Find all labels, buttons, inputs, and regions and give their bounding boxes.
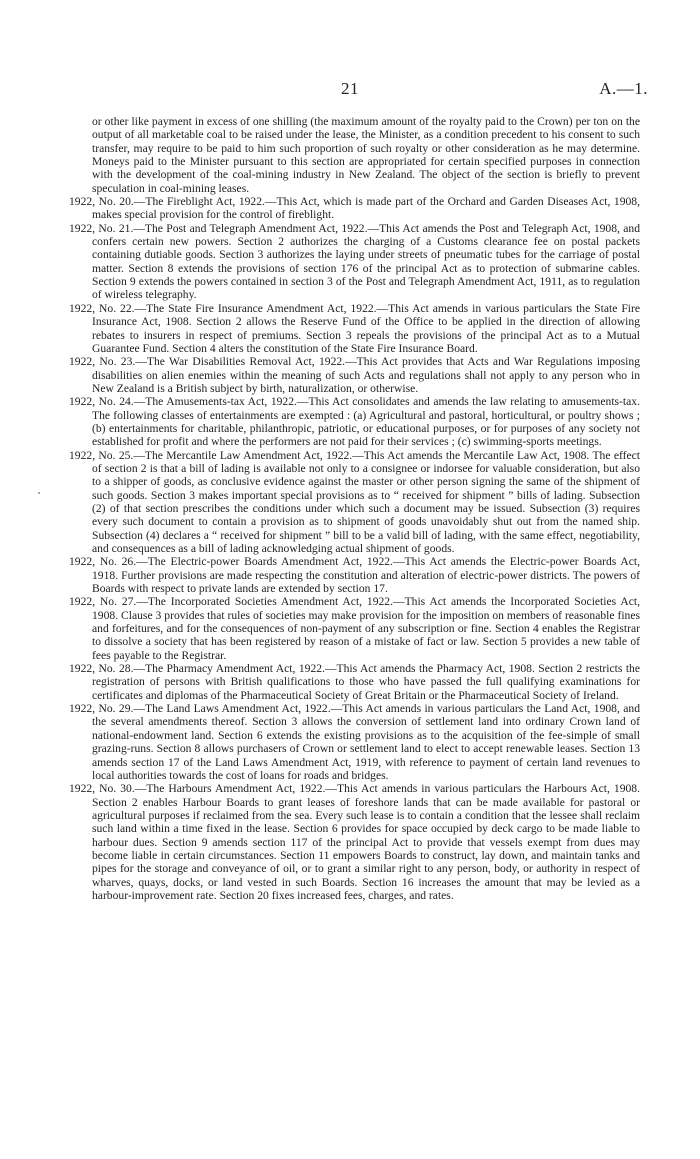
page-number: 21 — [341, 79, 359, 98]
paper-reference: A.—1. — [599, 79, 648, 98]
act-entry-no-24: 1922, No. 24.—The Amusements-tax Act, 1922.—This Act consolidates and amends the law relating to amusements-tax. The following classes of entertainments are exempted : (a) Agricultural and pastoral, horticultural, or poultry shows ; (b) entertainments for charitable, philanthropic, patriotic, or educational purposes, or for purposes of any society not established for profit and where the performers are not paid for their services ; (c) swimming-sports meetings. — [69, 395, 640, 449]
act-entry-no-30: 1922, No. 30.—The Harbours Amendment Act, 1922.—This Act amends in various particulars the Harbours Act, 1908. Section 2 enables Harbour Boards to grant leases of foreshore lands that can be made available for pastoral or agricultural purposes if reclaimed from the sea. Every such lease is to contain a condition that the lessee shall reclaim such land within a time fixed in the lease. Section 6 provides for space occupied by deck cargo to be made liable to harbour dues. Section 9 amends section 117 of the principal Act to provide that vessels exempt from dues may become liable in certain circumstances. Section 11 empowers Boards to construct, lay down, and maintain tanks and pipes for the storage and conveyance of oil, or to grant a similar right to any person, body, or authority in respect of wharves, quays, docks, or land vested in such Boards. Section 16 increases the amount that may be levied as a harbour-improvement rate. Section 20 fixes increased fees, charges, and rates. — [69, 782, 640, 902]
act-entry-no-26: 1922, No. 26.—The Electric-power Boards Amendment Act, 1922.—This Act amends the Electric-power Boards Act, 1918. Further provisions are made respecting the constitution and alteration of electric-power districts. The powers of Boards with respect to private lands are extended by section 17. — [69, 555, 640, 596]
continued-paragraph: or other like payment in excess of one shilling (the maximum amount of the royalty paid to the Crown) per ton on the output of all marketable coal to be raised under the lease, the Minister, as a condition precedent to his consent to such transfer, may require to be paid to him such proportion of such royalty or other consideration as he may determine. Moneys paid to the Minister pursuant to this section are appropriated for certain specified purposes in connection with the development of the coal-mining industry in New Zealand. The object of the section is briefly to prevent speculation in coal-mining leases. — [92, 115, 640, 195]
act-entry-no-25: 1922, No. 25.—The Mercantile Law Amendment Act, 1922.—This Act amends the Mercantile Law Act, 1908. The effect of section 2 is that a bill of lading is available not only to a consignee or indorsee for valuable consideration, but also to a shipper of goods, as conclusive evidence against the master or other person signing the same of the shipment of such goods. Section 3 makes important special provisions as to “ received for shipment ” bills of lading. Subsection (2) of that section prescribes the conditions under which such a document may be issued. Subsection (3) requires every such document to contain a provision as to shipment of goods unavoidably shut out from the named ship. Subsection (4) declares a “ received for shipment ” bill to be a valid bill of lading, with the same effect, negotiability, and consequences as a bill of lading acknowledging actual shipment of goods. — [69, 448, 640, 555]
act-entry-no-20: 1922, No. 20.—The Fireblight Act, 1922.—This Act, which is made part of the Orchard and Garden Diseases Act, 1908, makes special provision for the control of fireblight. — [69, 195, 640, 222]
body-text — [60, 115, 640, 902]
act-entry-no-29: 1922, No. 29.—The Land Laws Amendment Act, 1922.—This Act amends in various particulars the Land Act, 1908, and the several amendments thereof. Section 3 allows the conversion of settlement land into ordinary Crown land of national-endowment land. Section 6 extends the existing provisions as to the acquisition of the fee-simple of small grazing-runs. Section 8 allows purchasers of Crown or settlement land to elect to accept renewable leases. Section 13 amends section 17 of the Land Laws Amendment Act, 1919, with reference to payment of certain land revenues to local authorities towards the cost of loans for roads and bridges. — [69, 702, 640, 782]
page-header — [0, 79, 700, 101]
act-entry-no-27: 1922, No. 27.—The Incorporated Societies Amendment Act, 1922.—This Act amends the Incorporated Societies Act, 1908. Clause 3 provides that rules of societies may make provision for the imposition on members of reasonable fines and forfeitures, and for the consequences of non-payment of any subscription or fine. Section 4 enables the Registrar to dissolve a society that has been registered by reason of a mistake of fact or law. Section 5 provides a new table of fees payable to the Registrar. — [69, 595, 640, 662]
margin-speck — [38, 492, 40, 494]
act-entry-no-22: 1922, No. 22.—The State Fire Insurance Amendment Act, 1922.—This Act amends in various particulars the State Fire Insurance Act, 1908. Section 2 allows the Reserve Fund of the Office to be applied in the direction of allowing rebates to insurers in respect of premiums. Section 3 repeals the provisions of the principal Act as to a Mutual Guarantee Fund. Section 4 alters the constitution of the State Fire Insurance Board. — [69, 301, 640, 355]
act-entry-no-21: 1922, No. 21.—The Post and Telegraph Amendment Act, 1922.—This Act amends the Post and Telegraph Act, 1908, and confers certain new powers. Section 2 authorizes the charging of a Customs clearance fee on postal packets containing dutiable goods. Section 3 authorizes the laying under streets of pneumatic tubes for the carriage of postal matter. Section 8 extends the provisions of section 176 of the principal Act as to protection of submarine cables. Section 9 extends the powers contained in section 3 of the Post and Telegraph Amendment Act, 1911, as to regulation of wireless telegraphy. — [69, 221, 640, 302]
act-entry-no-28: 1922, No. 28.—The Pharmacy Amendment Act, 1922.—This Act amends the Pharmacy Act, 1908. Section 2 restricts the registration of persons with British qualifications to those who have passed the full qualifying examinations for certificates and diplomas of the Pharmaceutical Society of Great Britain or the Pharmaceutical Society of Ireland. — [69, 662, 640, 702]
act-entry-no-23: 1922, No. 23.—The War Disabilities Removal Act, 1922.—This Act provides that Acts and War Regulations imposing disabilities on alien enemies within the meaning of such Acts and regulations shall not apply to any person who in New Zealand is a British subject by birth, naturalization, or otherwise. — [69, 355, 640, 395]
